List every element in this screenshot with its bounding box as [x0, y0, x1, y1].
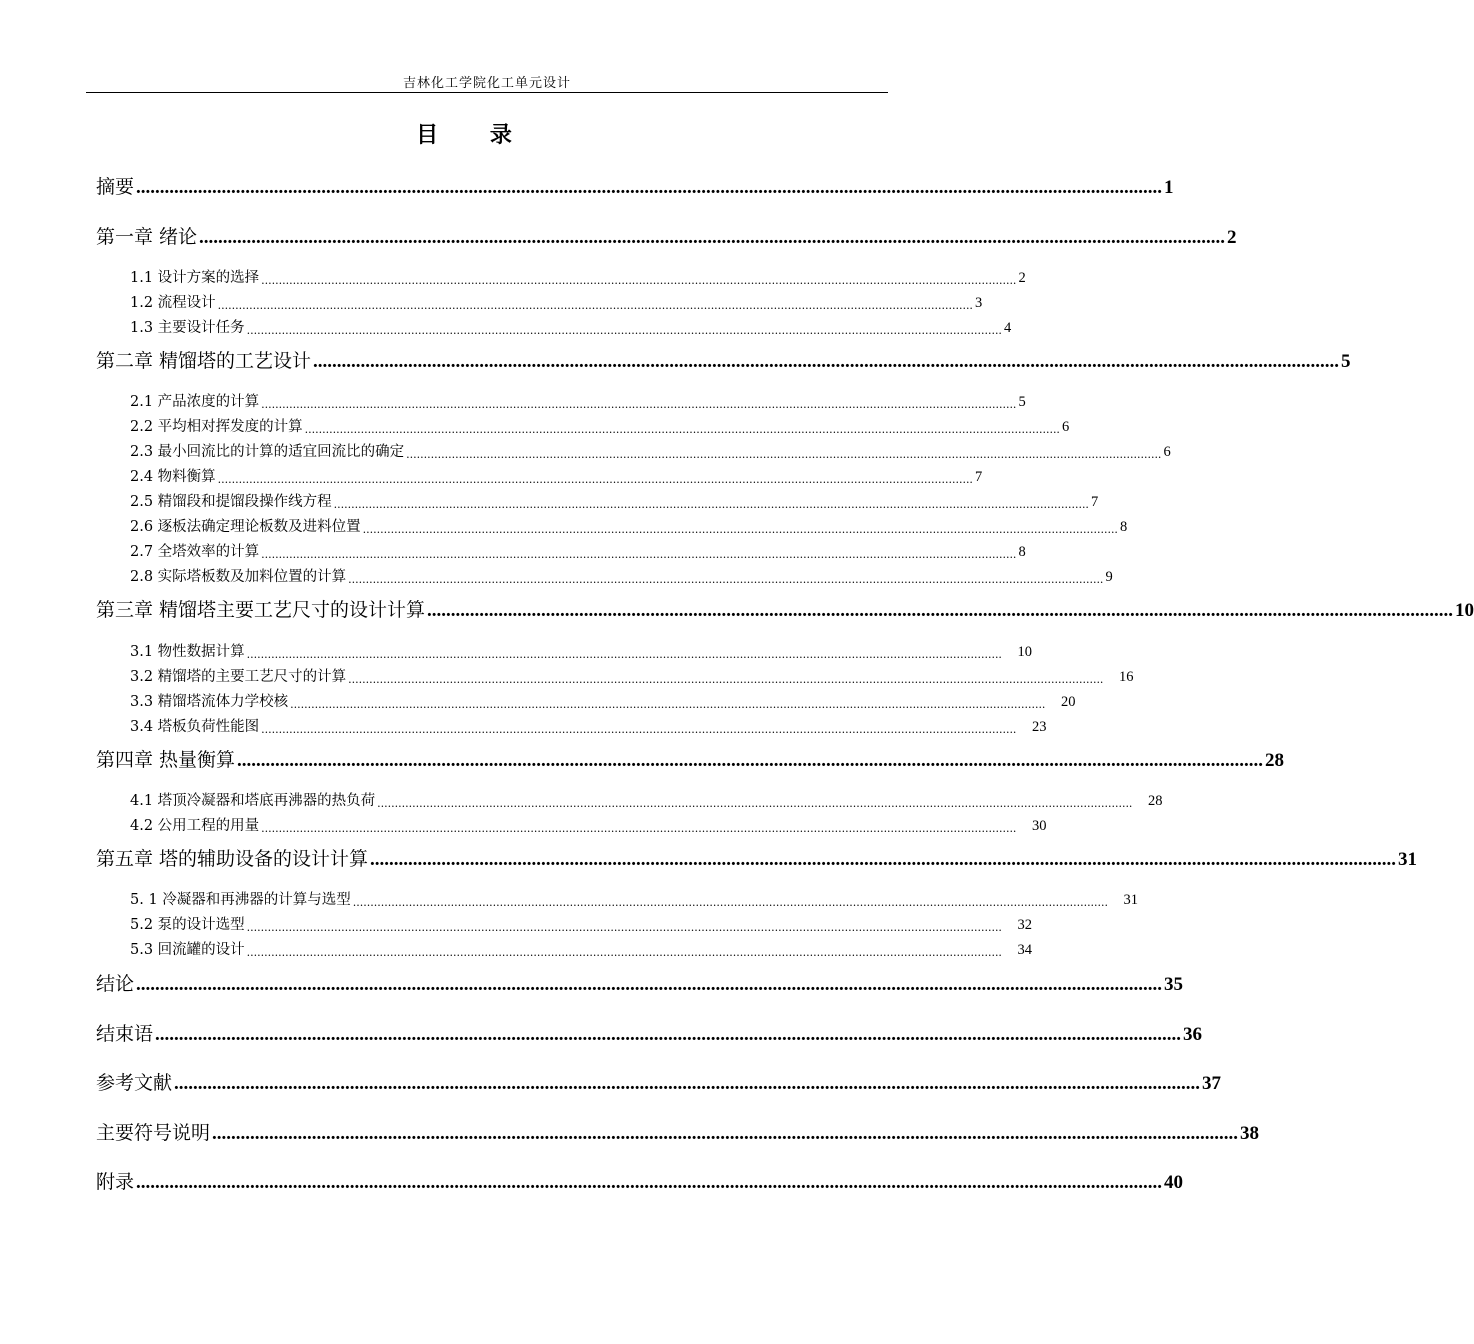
toc-entry-closing-remarks[interactable]: 结束语 ........................................................................................................................................................................................................................ 36 [96, 1023, 1203, 1045]
toc-entry-2-8[interactable]: 2.8 实际塔板数及加料位置的计算 ........................................................................................................................................................................................................................ 9 [130, 569, 1113, 586]
toc-entry-2-3[interactable]: 2.3 最小回流比的计算的适宜回流比的确定 ........................................................................................................................................................................................................................ 6 [130, 444, 1171, 461]
toc-entry-chapter-4[interactable]: 第四章 热量衡算 ........................................................................................................................................................................................................................ 28 [96, 749, 1285, 771]
toc-entry-symbols[interactable]: 主要符号说明 ........................................................................................................................................................................................................................ 38 [96, 1122, 1260, 1144]
toc-entry-3-2[interactable]: 3.2 精馏塔的主要工艺尺寸的计算 ........................................................................................................................................................................................................................ 16 [130, 669, 1134, 686]
toc-entry-5-2[interactable]: 5.2 泵的设计选型 ........................................................................................................................................................................................................................ 32 [130, 917, 1032, 934]
toc-entry-3-1[interactable]: 3.1 物性数据计算 ........................................................................................................................................................................................................................ 10 [130, 644, 1032, 661]
toc-entry-2-5[interactable]: 2.5 精馏段和提馏段操作线方程 ........................................................................................................................................................................................................................ 7 [130, 494, 1099, 511]
toc-entry-appendix[interactable]: 附录 ........................................................................................................................................................................................................................ 40 [96, 1171, 1184, 1193]
toc-entry-2-2[interactable]: 2.2 平均相对挥发度的计算 ........................................................................................................................................................................................................................ 6 [130, 419, 1070, 436]
toc-entry-chapter-5[interactable]: 第五章 塔的辅助设备的设计计算 ........................................................................................................................................................................................................................ 31 [96, 848, 1418, 870]
toc-entry-chapter-2[interactable]: 第二章 精馏塔的工艺设计 ........................................................................................................................................................................................................................ 5 [96, 350, 1351, 372]
toc-entry-4-1[interactable]: 4.1 塔顶冷凝器和塔底再沸器的热负荷 ........................................................................................................................................................................................................................ 28 [130, 793, 1163, 810]
toc-entry-1-2[interactable]: 1.2 流程设计 ........................................................................................................................................................................................................................ 3 [130, 295, 983, 312]
page-title: 目 录 [416, 122, 534, 148]
toc-entry-chapter-3[interactable]: 第三章 精馏塔主要工艺尺寸的设计计算 ........................................................................................................................................................................................................................ 10 [96, 599, 1474, 621]
toc-entry-1-1[interactable]: 1.1 设计方案的选择 ........................................................................................................................................................................................................................ 2 [130, 270, 1026, 287]
toc-entry-2-6[interactable]: 2.6 逐板法确定理论板数及进料位置 ........................................................................................................................................................................................................................ 8 [130, 519, 1128, 536]
toc-entry-5-3[interactable]: 5.3 回流罐的设计 ........................................................................................................................................................................................................................ 34 [130, 942, 1032, 959]
toc-entry-3-3[interactable]: 3.3 精馏塔流体力学校核 ........................................................................................................................................................................................................................ 20 [130, 694, 1076, 711]
toc-entry-abstract[interactable]: 摘要 ........................................................................................................................................................................................................................ 1 [96, 176, 1174, 198]
toc-entry-conclusion[interactable]: 结论 ........................................................................................................................................................................................................................ 35 [96, 973, 1184, 995]
toc-entry-1-3[interactable]: 1.3 主要设计任务 ........................................................................................................................................................................................................................ 4 [130, 320, 1012, 337]
toc-entry-5-1[interactable]: 5. 1 冷凝器和再沸器的计算与选型 ........................................................................................................................................................................................................................ 31 [130, 892, 1139, 909]
toc-entry-2-4[interactable]: 2.4 物料衡算 ........................................................................................................................................................................................................................ 7 [130, 469, 983, 486]
running-header: 吉林化工学院化工单元设计 [402, 76, 571, 91]
toc-entry-3-4[interactable]: 3.4 塔板负荷性能图 ........................................................................................................................................................................................................................ 23 [130, 719, 1047, 736]
toc-entry-references[interactable]: 参考文献 ........................................................................................................................................................................................................................ 37 [96, 1072, 1222, 1094]
toc-entry-2-1[interactable]: 2.1 产品浓度的计算 ........................................................................................................................................................................................................................ 5 [130, 394, 1026, 411]
toc-entry-chapter-1[interactable]: 第一章 绪论 ........................................................................................................................................................................................................................ 2 [96, 226, 1237, 248]
toc-entry-2-7[interactable]: 2.7 全塔效率的计算 ........................................................................................................................................................................................................................ 8 [130, 544, 1026, 561]
toc-entry-4-2[interactable]: 4.2 公用工程的用量 ........................................................................................................................................................................................................................ 30 [130, 818, 1047, 835]
